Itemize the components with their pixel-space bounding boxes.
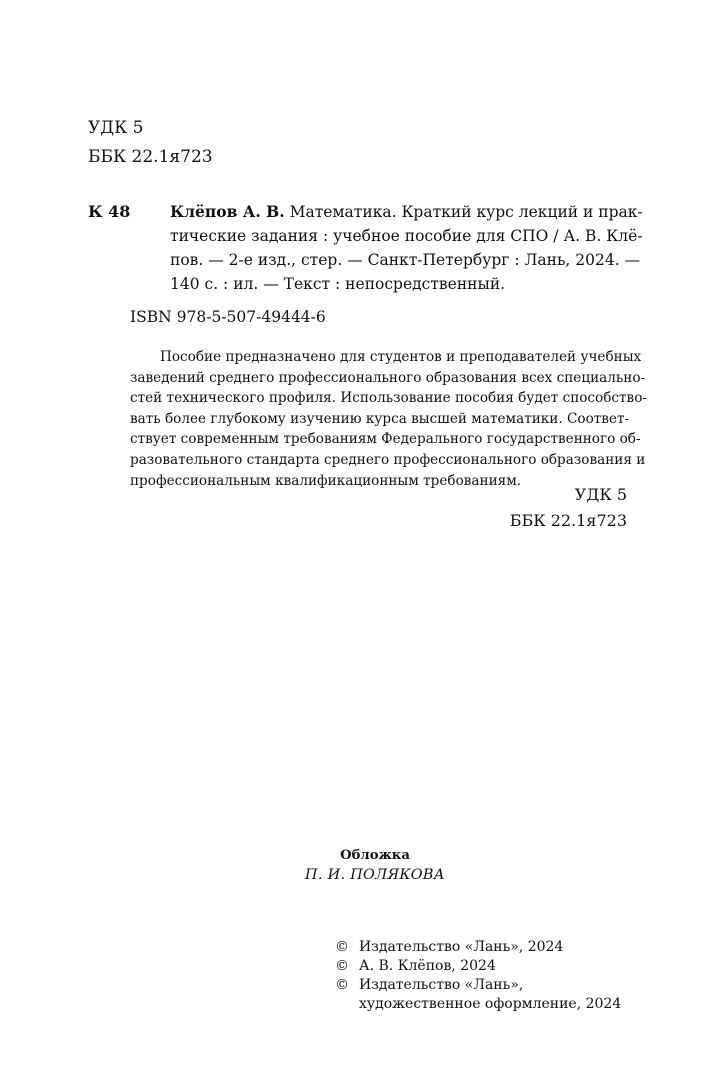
entry-line: тические задания : учебное пособие для СПО / А. В. Клё- [170,227,643,245]
copyright-icon: © [335,977,349,993]
udk-code: УДК 5 [574,485,627,504]
copyright-text: А. В. Клёпов, 2024 [359,958,496,974]
entry-line: пов. — 2-е изд., стер. — Санкт-Петербург : Лань, 2024. — [170,251,641,269]
copyright-block [335,938,621,1014]
classification-bottom [510,482,627,534]
copyright-line [335,957,621,976]
udk-code: УДК 5 [88,118,144,138]
copyright-line [335,976,621,995]
annotation [130,347,647,491]
bbk-code: ББК 22.1я723 [509,511,627,530]
copyright-icon: © [335,958,349,974]
cover-credit [300,847,450,885]
classification-top [88,114,213,172]
entry-line: 140 с. : ил. — Текст : непосредственный. [170,275,506,293]
cover-designer: П. И. ПОЛЯКОВА [305,867,445,883]
cover-label: Обложка [340,848,410,863]
bibliographic-entry [88,200,643,296]
annotation-line: ствует современным требованиям Федерального государственного об- [130,431,641,448]
author-name: Клёпов А. В. [170,202,285,221]
annotation-line: стей технического профиля. Использование пособия будет способство- [130,390,647,407]
copyright-icon: © [335,939,349,955]
entry-line [170,200,643,224]
entry-line-text: Математика. Краткий курс лекций и прак- [289,203,643,221]
annotation-line: разовательного стандарта среднего профессионального образования и [130,451,646,468]
annotation-line: вать более глубокому изучению курса высшей математики. Соответ- [130,410,630,427]
copyright-continuation: художественное оформление, 2024 [359,996,622,1012]
author-mark: К 48 [88,202,131,221]
copyright-text: Издательство «Лань», 2024 [359,939,564,955]
copyright-text: Издательство «Лань», [359,977,524,993]
bbk-code: ББК 22.1я723 [88,147,213,167]
annotation-line: заведений среднего профессионального образования всех специально- [130,369,646,386]
annotation-line: профессиональным квалификационным требованиям. [130,472,522,489]
copyright-line [335,938,621,957]
isbn: ISBN 978-5-507-49444-6 [130,308,326,326]
annotation-line: Пособие предназначено для студентов и преподавателей учебных [160,349,642,365]
entry-body [170,200,643,296]
